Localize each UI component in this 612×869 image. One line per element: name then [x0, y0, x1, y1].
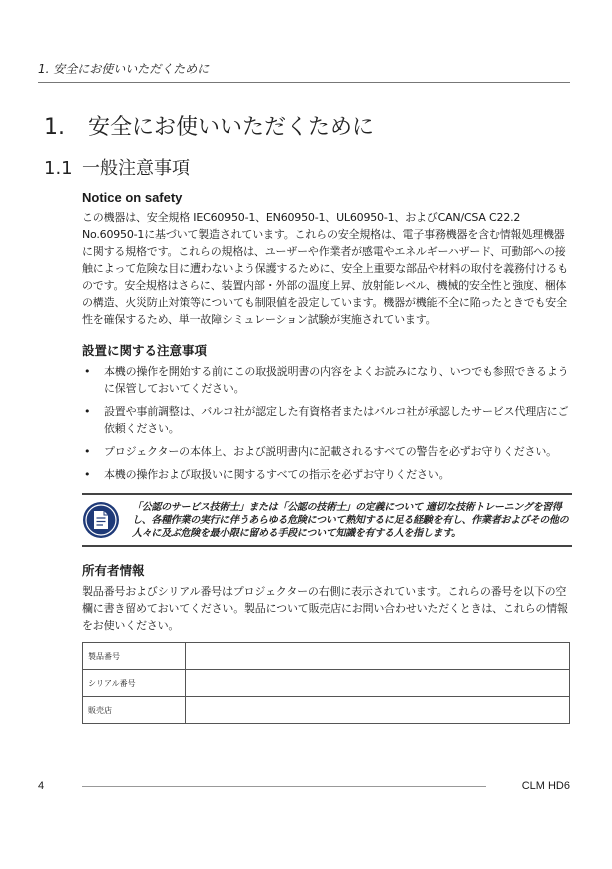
product-number-label: 製品番号: [83, 643, 186, 670]
serial-number-label: シリアル番号: [83, 670, 186, 697]
chapter-title: 安全にお使いいただくために: [88, 115, 375, 140]
serial-number-field: [186, 670, 570, 697]
bullet-dot: •: [84, 365, 91, 378]
table-row: [83, 643, 570, 670]
list-item: [82, 466, 572, 483]
bullet-dot: •: [84, 445, 91, 458]
info-note-icon: [82, 501, 120, 539]
owner-body: 製品番号およびシリアル番号はプロジェクターの右側に表示されています。これらの番号を以下の空欄に書き留めておいてください。製品について販売店にお問い合わせいただくときは、これらの情報をお使いください。: [82, 585, 568, 632]
notice-heading: Notice on safety: [82, 190, 183, 205]
header-rule: [38, 82, 570, 83]
product-number-field: [186, 643, 570, 670]
list-item: [82, 403, 572, 437]
installation-heading: 設置に関する注意事項: [82, 343, 208, 358]
note-text: 「公認のサービス技術士」または「公認の技術士」の定義について 適切な技術トレーニングを習得し、各種作業の実行に伴うあらゆる危険について熟知するに足る経験を有し、作業者およびその他の人々に及ぶ危険を最小限に留める手段について知識を有する人を指します。: [132, 502, 569, 539]
section-number: 1.1: [44, 158, 73, 179]
page-number: 4: [38, 780, 45, 792]
running-header: 1. 安全にお使いいただくために: [38, 62, 210, 76]
owner-info-table: [82, 642, 570, 724]
main-content: [82, 190, 572, 724]
owner-heading: 所有者情報: [82, 563, 145, 578]
footer-rule: [82, 786, 486, 787]
section-title: 一般注意事項: [82, 158, 190, 179]
list-item: [82, 443, 572, 460]
chapter-number: 1.: [44, 115, 65, 140]
note-box: [82, 493, 572, 547]
list-item: [82, 363, 572, 397]
notice-body: この機器は、安全規格 IEC60950-1、EN60950-1、UL60950-1、およびCAN/CSA C22.2 No.60950-1に基づいて製造されています。これらの安全規格は、電子事務機器を含む情報処理機器に関する規格です。これらの規格は、ユーザーや作業者が感電やエネルギーハザード、可動部への接触によって危険な目に遭わないよう保護するために、安全上重要な部品や材料の取付を義務付けるものです。安全規格はさらに、装置内部・外部の温度上昇、放射能レベル、機械的安全性と強度、梱体の構造、火災防止対策等についても制限値を設定しています。機器が機能不全に陥ったときでも安全性を確保するため、単一故障シミュレーション試験が実施されています。: [82, 211, 568, 326]
list-item-text: 本機の操作および取扱いに関するすべての指示を必ずお守りください。: [104, 468, 450, 481]
bullet-dot: •: [84, 405, 91, 418]
section-heading: [44, 154, 190, 180]
table-row: [83, 670, 570, 697]
dealer-label: 販売店: [83, 697, 186, 724]
bullet-dot: •: [84, 468, 91, 481]
dealer-field: [186, 697, 570, 724]
installation-list: [82, 363, 572, 483]
chapter-heading: [44, 110, 374, 141]
table-row: [83, 697, 570, 724]
list-item-text: プロジェクターの本体上、および説明書内に記載されるすべての警告を必ずお守りください。: [104, 445, 557, 458]
list-item-text: 本機の操作を開始する前にこの取扱説明書の内容をよくお読みになり、いつでも参照できるように保管しておいてください。: [104, 365, 569, 395]
product-name: CLM HD6: [521, 780, 570, 792]
list-item-text: 設置や事前調整は、バルコ社が認定した有資格者またはバルコ社が承認したサービス代理店にご依頼ください。: [104, 405, 569, 435]
